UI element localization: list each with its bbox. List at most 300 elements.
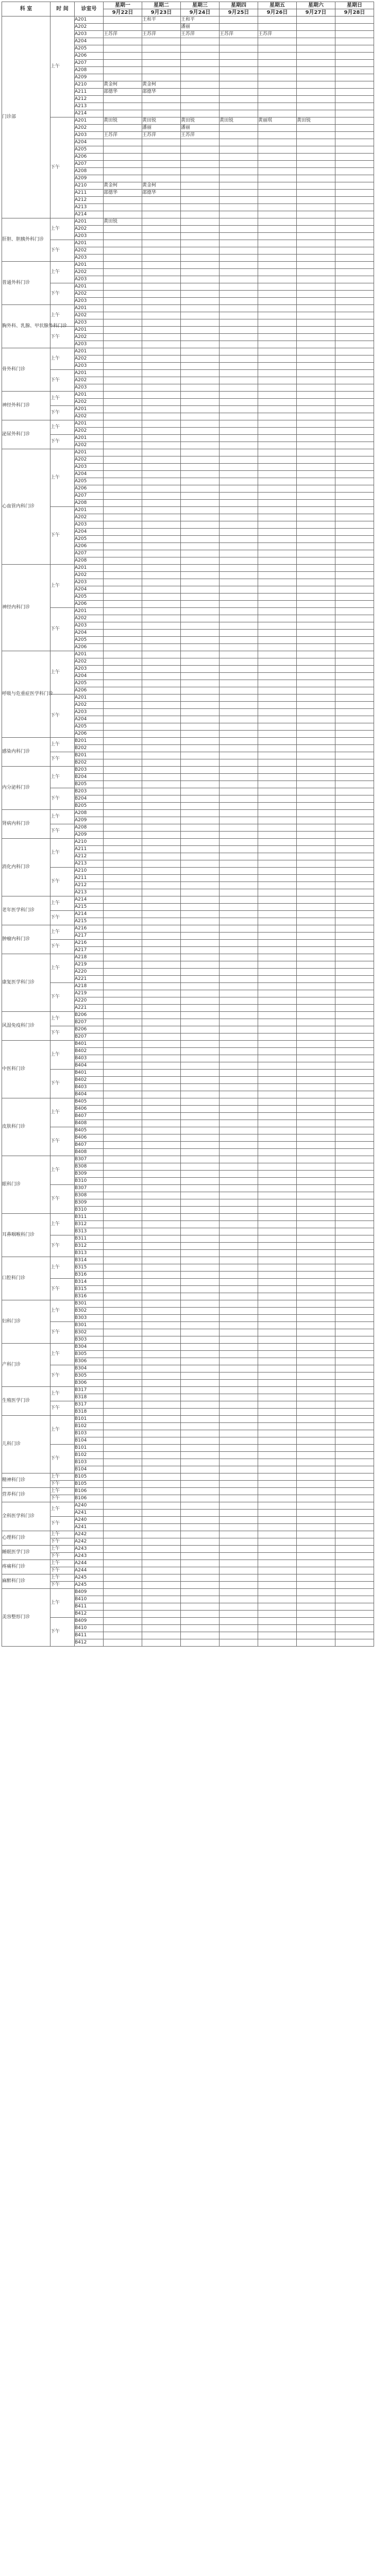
time-period: 上午 (50, 1012, 75, 1026)
doctor-cell (142, 832, 181, 839)
doctor-cell (104, 1055, 142, 1062)
doctor-cell (335, 1380, 374, 1387)
doctor-cell (335, 738, 374, 745)
time-period: 上午 (50, 218, 75, 240)
doctor-cell (142, 803, 181, 810)
time-period: 下午 (50, 1495, 75, 1502)
doctor-cell (181, 1221, 220, 1228)
room-number: A212 (75, 853, 104, 860)
doctor-cell (220, 370, 258, 377)
doctor-cell (142, 1272, 181, 1279)
doctor-cell (181, 572, 220, 579)
doctor-cell (104, 1221, 142, 1228)
doctor-cell (297, 233, 335, 240)
doctor-cell (104, 846, 142, 853)
room-number: B405 (75, 1127, 104, 1134)
doctor-cell (104, 1026, 142, 1033)
doctor-cell (181, 1005, 220, 1012)
doctor-cell (220, 933, 258, 940)
doctor-cell (220, 896, 258, 904)
time-period: 上午 (50, 1560, 75, 1567)
doctor-cell (181, 81, 220, 89)
doctor-cell (297, 1084, 335, 1091)
doctor-cell (258, 666, 297, 673)
time-period: 下午 (50, 788, 75, 810)
department-name: 全科医学科门诊 (2, 1502, 50, 1531)
doctor-cell (335, 1214, 374, 1221)
doctor-cell (258, 997, 297, 1005)
doctor-cell (142, 716, 181, 723)
doctor-cell (142, 1416, 181, 1423)
doctor-cell (142, 392, 181, 399)
doctor-cell (220, 1106, 258, 1113)
time-period: 下午 (50, 507, 75, 565)
room-number: A208 (75, 67, 104, 74)
doctor-cell (104, 709, 142, 716)
room-number: B202 (75, 745, 104, 752)
room-number: B408 (75, 1149, 104, 1156)
doctor-cell (258, 377, 297, 384)
doctor-cell (104, 608, 142, 615)
schedule-row (2, 954, 374, 961)
room-number: B316 (75, 1272, 104, 1279)
doctor-cell (142, 276, 181, 283)
doctor-cell (297, 81, 335, 89)
doctor-cell (181, 493, 220, 500)
schedule-row (2, 1574, 374, 1582)
doctor-cell (297, 615, 335, 622)
doctor-cell (258, 1380, 297, 1387)
doctor-cell (220, 1243, 258, 1250)
room-number: A201 (75, 117, 104, 125)
doctor-cell (335, 478, 374, 485)
doctor-cell (297, 139, 335, 146)
schedule-row (2, 608, 374, 615)
doctor-cell (142, 1495, 181, 1502)
doctor-cell (258, 875, 297, 882)
time-period: 下午 (50, 1553, 75, 1560)
doctor-cell (220, 1611, 258, 1618)
schedule-row (2, 435, 374, 442)
doctor-cell (181, 788, 220, 795)
doctor-cell (181, 1286, 220, 1293)
doctor-cell (220, 514, 258, 521)
time-period: 上午 (50, 1387, 75, 1401)
doctor-cell (142, 1358, 181, 1365)
doctor-cell (258, 327, 297, 334)
room-number: B402 (75, 1077, 104, 1084)
doctor-cell (258, 1041, 297, 1048)
doctor-cell (181, 1106, 220, 1113)
date-header-thu: 9月25日 (220, 9, 258, 16)
doctor-cell (258, 1243, 297, 1250)
doctor-cell (335, 1452, 374, 1459)
doctor-cell (142, 1322, 181, 1329)
schedule-row (2, 1517, 374, 1524)
doctor-cell (258, 399, 297, 406)
room-number: A203 (75, 709, 104, 716)
doctor-cell (297, 1300, 335, 1308)
doctor-cell (181, 262, 220, 269)
doctor-cell (335, 305, 374, 312)
doctor-cell (181, 1365, 220, 1372)
department-name: 肝胆、胆胰外科门诊 (2, 218, 50, 262)
doctor-cell: 王苏萍 (181, 31, 220, 38)
doctor-cell (335, 363, 374, 370)
schedule-row (2, 240, 374, 247)
doctor-cell (104, 1358, 142, 1365)
room-number: A201 (75, 16, 104, 24)
doctor-cell (220, 1062, 258, 1070)
doctor-cell (335, 1538, 374, 1546)
doctor-cell (297, 319, 335, 327)
doctor-cell: 潘丽 (181, 24, 220, 31)
doctor-cell (335, 190, 374, 197)
room-number: B102 (75, 1423, 104, 1430)
schedule-row (2, 1502, 374, 1510)
doctor-cell (335, 658, 374, 666)
doctor-cell (258, 1510, 297, 1517)
doctor-cell (181, 291, 220, 298)
schedule-row (2, 1026, 374, 1033)
doctor-cell (142, 680, 181, 687)
doctor-cell (258, 110, 297, 117)
doctor-cell (258, 947, 297, 954)
doctor-cell (297, 630, 335, 637)
doctor-cell (335, 572, 374, 579)
doctor-cell (181, 218, 220, 226)
room-number: A204 (75, 38, 104, 45)
doctor-cell (104, 687, 142, 694)
room-number: A201 (75, 305, 104, 312)
room-number: A243 (75, 1553, 104, 1560)
doctor-cell (220, 882, 258, 889)
doctor-cell (258, 529, 297, 536)
doctor-cell (220, 976, 258, 983)
doctor-cell (258, 889, 297, 896)
doctor-cell (181, 824, 220, 832)
doctor-cell (335, 355, 374, 363)
doctor-cell (104, 175, 142, 182)
room-number: B314 (75, 1279, 104, 1286)
doctor-cell (297, 983, 335, 990)
doctor-cell (258, 1401, 297, 1409)
doctor-cell (258, 269, 297, 276)
room-number: A214 (75, 110, 104, 117)
doctor-cell (142, 53, 181, 60)
time-period: 下午 (50, 752, 75, 767)
doctor-cell (104, 774, 142, 781)
schedule-row (2, 1589, 374, 1596)
room-number: A202 (75, 572, 104, 579)
doctor-cell (297, 976, 335, 983)
doctor-cell (181, 1214, 220, 1221)
doctor-cell (104, 1098, 142, 1106)
doctor-cell (335, 1062, 374, 1070)
doctor-cell (181, 1272, 220, 1279)
doctor-cell (181, 1199, 220, 1207)
doctor-cell (104, 1372, 142, 1380)
doctor-cell (335, 824, 374, 832)
doctor-cell (142, 1062, 181, 1070)
doctor-cell (258, 319, 297, 327)
doctor-cell (335, 1488, 374, 1495)
doctor-cell (181, 1380, 220, 1387)
doctor-cell (220, 875, 258, 882)
doctor-cell (220, 1055, 258, 1062)
doctor-cell (142, 529, 181, 536)
doctor-cell (335, 529, 374, 536)
doctor-cell (335, 485, 374, 493)
doctor-cell (181, 1163, 220, 1171)
doctor-cell (297, 1214, 335, 1221)
doctor-cell (220, 745, 258, 752)
doctor-cell (258, 961, 297, 969)
doctor-cell (297, 435, 335, 442)
doctor-cell (104, 1084, 142, 1091)
doctor-cell (220, 16, 258, 24)
doctor-cell (297, 16, 335, 24)
doctor-cell (220, 384, 258, 392)
schedule-row (2, 738, 374, 745)
doctor-cell (142, 1365, 181, 1372)
doctor-cell (297, 1574, 335, 1582)
doctor-cell (181, 1372, 220, 1380)
doctor-cell (297, 1048, 335, 1055)
schedule-row (2, 565, 374, 572)
doctor-cell (335, 161, 374, 168)
doctor-cell (181, 1502, 220, 1510)
doctor-cell (258, 74, 297, 81)
doctor-cell (297, 969, 335, 976)
doctor-cell (181, 1574, 220, 1582)
doctor-cell (258, 832, 297, 839)
doctor-cell (220, 1041, 258, 1048)
room-number: B201 (75, 752, 104, 759)
doctor-cell (258, 1553, 297, 1560)
doctor-cell (220, 435, 258, 442)
doctor-cell (297, 1012, 335, 1019)
doctor-cell (335, 925, 374, 933)
doctor-cell (181, 853, 220, 860)
doctor-cell (104, 146, 142, 154)
doctor-cell (335, 1243, 374, 1250)
doctor-cell (104, 1546, 142, 1553)
doctor-cell (335, 716, 374, 723)
doctor-cell (297, 731, 335, 738)
doctor-cell (104, 933, 142, 940)
doctor-cell (220, 204, 258, 211)
doctor-cell (142, 168, 181, 175)
doctor-cell (104, 1272, 142, 1279)
doctor-cell (297, 1142, 335, 1149)
doctor-cell (335, 96, 374, 103)
room-number: A202 (75, 399, 104, 406)
schedule-row (2, 810, 374, 817)
doctor-cell (258, 1250, 297, 1257)
doctor-cell (142, 1120, 181, 1127)
doctor-cell (335, 702, 374, 709)
doctor-cell (181, 456, 220, 464)
doctor-cell (297, 485, 335, 493)
doctor-cell (335, 1257, 374, 1264)
doctor-cell (258, 1639, 297, 1647)
room-number: A210 (75, 182, 104, 190)
doctor-cell (104, 1445, 142, 1452)
doctor-cell (142, 1524, 181, 1531)
doctor-cell (104, 507, 142, 514)
doctor-cell (181, 954, 220, 961)
doctor-cell (258, 1084, 297, 1091)
doctor-cell (181, 868, 220, 875)
doctor-cell (142, 889, 181, 896)
time-period: 下午 (50, 1582, 75, 1589)
doctor-cell (297, 882, 335, 889)
doctor-cell (335, 1171, 374, 1178)
room-number: B406 (75, 1134, 104, 1142)
doctor-cell (142, 464, 181, 471)
room-number: B303 (75, 1336, 104, 1344)
doctor-cell (297, 190, 335, 197)
doctor-cell (258, 550, 297, 557)
doctor-cell (335, 24, 374, 31)
doctor-cell (258, 190, 297, 197)
doctor-cell (258, 305, 297, 312)
doctor-cell (104, 1005, 142, 1012)
room-number: A206 (75, 154, 104, 161)
doctor-cell (142, 377, 181, 384)
doctor-cell (142, 363, 181, 370)
doctor-cell (220, 1279, 258, 1286)
doctor-cell (181, 1048, 220, 1055)
doctor-cell: 黄金柯 (142, 182, 181, 190)
room-number: B403 (75, 1055, 104, 1062)
doctor-cell (142, 305, 181, 312)
time-period: 下午 (50, 1279, 75, 1300)
doctor-cell (104, 96, 142, 103)
doctor-cell (220, 759, 258, 767)
doctor-cell (297, 702, 335, 709)
time-period: 上午 (50, 1156, 75, 1185)
doctor-cell (142, 1502, 181, 1510)
doctor-cell (104, 139, 142, 146)
doctor-cell (181, 168, 220, 175)
doctor-cell (181, 1041, 220, 1048)
doctor-cell (220, 644, 258, 651)
doctor-cell (258, 493, 297, 500)
doctor-cell (258, 1445, 297, 1452)
doctor-cell (181, 1611, 220, 1618)
doctor-cell (104, 586, 142, 594)
doctor-cell (258, 853, 297, 860)
doctor-cell (258, 1178, 297, 1185)
doctor-cell (104, 1134, 142, 1142)
schedule-row (2, 1481, 374, 1488)
doctor-cell (181, 190, 220, 197)
doctor-cell (335, 1423, 374, 1430)
doctor-cell (142, 1510, 181, 1517)
doctor-cell (258, 1372, 297, 1380)
schedule-row (2, 752, 374, 759)
doctor-cell (335, 16, 374, 24)
doctor-cell (220, 1315, 258, 1322)
doctor-cell (104, 247, 142, 255)
room-number: B301 (75, 1300, 104, 1308)
doctor-cell (258, 1005, 297, 1012)
doctor-cell (142, 1192, 181, 1199)
time-period: 下午 (50, 327, 75, 348)
doctor-cell (142, 1380, 181, 1387)
doctor-cell (297, 471, 335, 478)
doctor-cell (181, 882, 220, 889)
doctor-cell (335, 889, 374, 896)
doctor-cell (220, 1517, 258, 1524)
room-number: B307 (75, 1185, 104, 1192)
department-name: 胸外科、乳腺、甲状腺外科门诊 (2, 305, 50, 348)
doctor-cell (335, 1041, 374, 1048)
room-number: A217 (75, 947, 104, 954)
room-number: B206 (75, 1026, 104, 1033)
doctor-cell (181, 471, 220, 478)
doctor-cell (258, 586, 297, 594)
doctor-cell (220, 493, 258, 500)
time-period: 下午 (50, 1445, 75, 1473)
doctor-cell (335, 1401, 374, 1409)
doctor-cell (181, 637, 220, 644)
doctor-cell: 黄金柯 (104, 182, 142, 190)
doctor-cell (220, 752, 258, 759)
doctor-cell (104, 363, 142, 370)
room-number: A210 (75, 868, 104, 875)
doctor-cell (220, 1625, 258, 1632)
room-number: B411 (75, 1603, 104, 1611)
doctor-cell (181, 925, 220, 933)
doctor-cell (220, 1546, 258, 1553)
doctor-cell (181, 283, 220, 291)
doctor-cell (335, 774, 374, 781)
doctor-cell (220, 334, 258, 341)
doctor-cell (181, 1531, 220, 1538)
doctor-cell (104, 1336, 142, 1344)
doctor-cell (181, 1279, 220, 1286)
time-period: 上午 (50, 1589, 75, 1618)
doctor-cell (142, 759, 181, 767)
doctor-cell (104, 283, 142, 291)
doctor-cell (335, 341, 374, 348)
doctor-cell (335, 1113, 374, 1120)
doctor-cell (258, 896, 297, 904)
doctor-cell (335, 759, 374, 767)
doctor-cell (104, 896, 142, 904)
doctor-cell (181, 666, 220, 673)
doctor-cell (297, 283, 335, 291)
room-number: B409 (75, 1589, 104, 1596)
doctor-cell (297, 1401, 335, 1409)
doctor-cell (142, 1149, 181, 1156)
doctor-cell (297, 327, 335, 334)
doctor-cell (104, 1380, 142, 1387)
doctor-cell (297, 507, 335, 514)
doctor-cell (258, 471, 297, 478)
doctor-cell (297, 911, 335, 918)
doctor-cell (220, 781, 258, 788)
doctor-cell (142, 911, 181, 918)
doctor-cell (104, 839, 142, 846)
doctor-cell (104, 1473, 142, 1481)
doctor-cell: 王和平 (142, 16, 181, 24)
date-header-sat: 9月27日 (297, 9, 335, 16)
doctor-cell (142, 1553, 181, 1560)
